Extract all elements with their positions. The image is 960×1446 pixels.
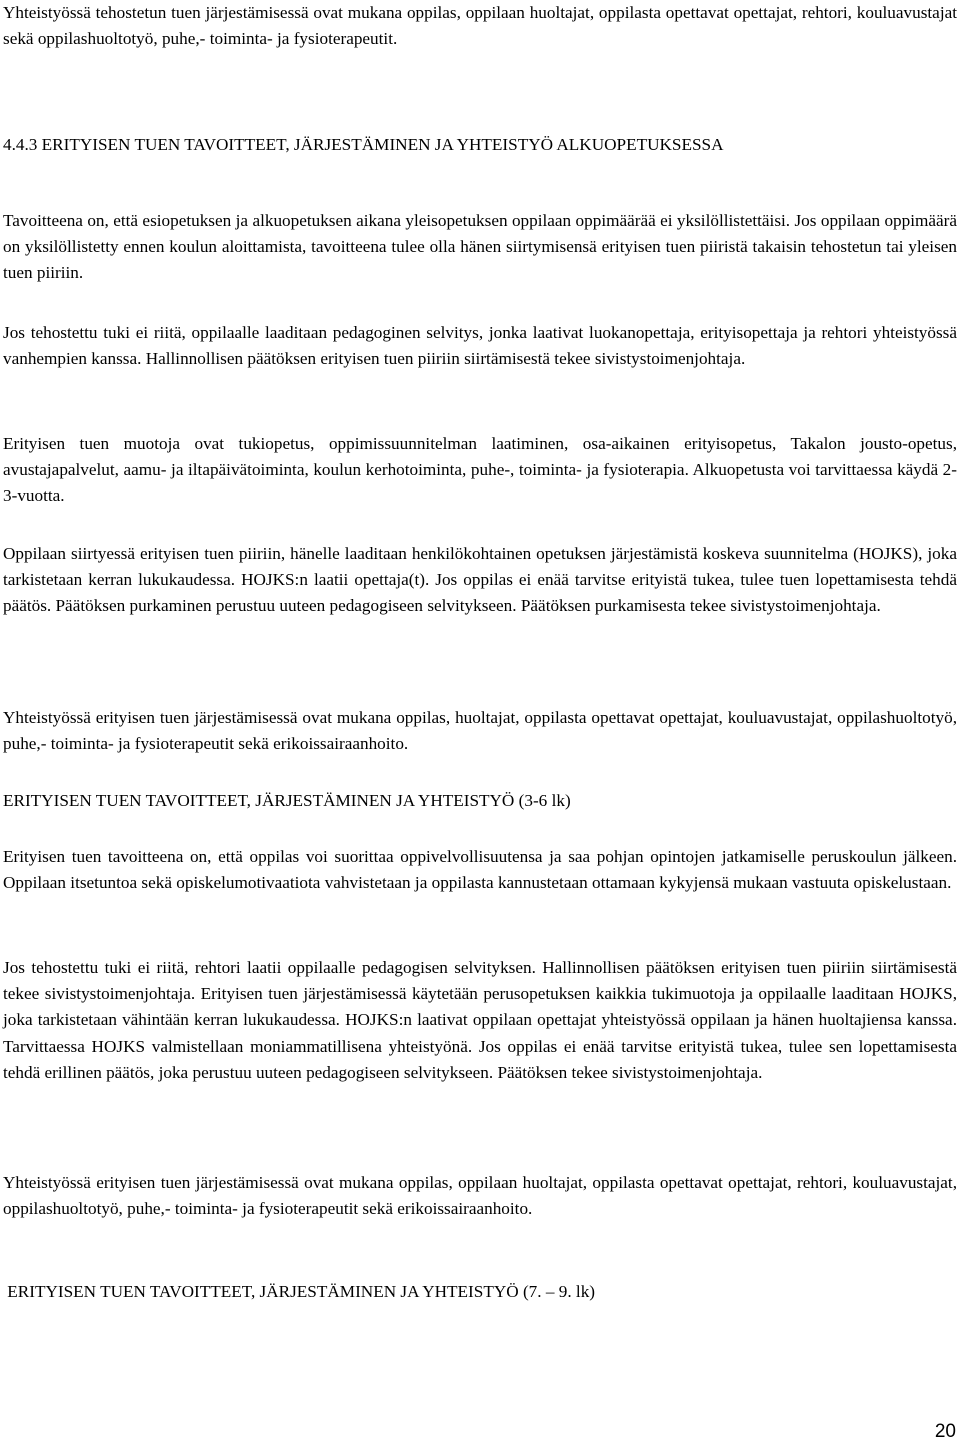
paragraph-text: Jos tehostettu tuki ei riitä, rehtori laatii oppilaalle pedagogisen selvityksen. Hallinnollisen päätöksen erityisen tuen piiriin siirtämisestä tekee sivistystoimenjohtaja. Erityisen tuen järjestämisessä käytetään perusopetuksen kaikkia tukimuotoja ja oppilaalle laaditaan HOJKS, joka tarkistetaan vähintään kerran lukukaudessa. HOJKS:n laativat oppilaan opettajat yhteistyössä oppilaan ja hänen huoltajiensa kanssa. Tarvittaessa HOJKS valmistellaan moniammatillisena yhteistyönä. Jos oppilas ei enää tarvitse erityistä tukea, tulee sen lopettamisesta tehdä erillinen päätös, joka perustuu uuteen pedagogiseen selvitykseen. Päätöksen tekee sivistystoimenjohtaja.: [3, 958, 957, 1082]
paragraph-text: Jos tehostettu tuki ei riitä, oppilaalle laaditaan pedagoginen selvitys, jonka laativat luokanopettaja, erityisopettaja ja rehtori yhteistyössä vanhempien kanssa. Hallinnollisen päätöksen erityisen tuen piiriin siirtämisestä tekee sivistystoimenjohtaja.: [3, 323, 957, 369]
paragraph-3-6-arrangement: [3, 955, 957, 1086]
paragraph-3-6-goal: [3, 844, 957, 896]
heading-text: ERITYISEN TUEN TAVOITTEET, JÄRJESTÄMINEN JA YHTEISTYÖ (3-6 lk): [3, 791, 571, 810]
section-heading-4-4-3: [3, 132, 957, 158]
section-heading-7-9-lk: [3, 1279, 957, 1305]
paragraph-text: Erityisen tuen muotoja ovat tukiopetus, oppimissuunnitelman laatiminen, osa-aikainen erityisopetus, Takalon jousto-opetus, avustajapalvelut, aamu- ja iltapäivätoiminta, koulun kerhotoiminta, puhe-, toiminta- ja fysioterapia. Alkuopetusta voi tarvittaessa käydä 2-3-vuotta.: [3, 434, 957, 506]
paragraph-pedagogical-report: [3, 320, 957, 372]
heading-text: 4.4.3 ERITYISEN TUEN TAVOITTEET, JÄRJESTÄMINEN JA YHTEISTYÖ ALKUOPETUKSESSA: [3, 135, 724, 154]
heading-text: ERITYISEN TUEN TAVOITTEET, JÄRJESTÄMINEN JA YHTEISTYÖ (7. – 9. lk): [3, 1282, 596, 1301]
paragraph-text: Tavoitteena on, että esiopetuksen ja alkuopetuksen aikana yleisopetuksen oppilaan oppimäärää ei yksilöllistettäisi. Jos oppilaan oppimäärä on yksilöllistetty ennen koulun aloittamista, tavoitteena tulee olla hänen siirtymisensä erityisen tuen piiristä takaisin tehostetun tai yleisen tuen piiriin.: [3, 211, 957, 283]
paragraph-hojks: [3, 541, 957, 620]
paragraph-intro-cooperation: [3, 0, 957, 52]
section-heading-3-6-lk: [3, 788, 957, 814]
paragraph-text: Oppilaan siirtyessä erityisen tuen piiriin, hänelle laaditaan henkilökohtainen opetuksen järjestämistä koskeva suunnitelma (HOJKS), joka tarkistetaan kerran lukukaudessa. HOJKS:n laatii opettaja(t). Jos oppilas ei enää tarvitse erityistä tukea, tulee tuen lopettamisesta tehdä päätös. Päätöksen purkaminen perustuu uuteen pedagogiseen selvitykseen. Päätöksen purkamisesta tekee sivistystoimenjohtaja.: [3, 544, 957, 616]
paragraph-cooperation-special: [3, 705, 957, 757]
paragraph-text: Erityisen tuen tavoitteena on, että oppilas voi suorittaa oppivelvollisuutensa ja saa pohjan opintojen jatkamiselle peruskoulun jälkeen. Oppilaan itsetuntoa sekä opiskelumotivaatiota vahvistetaan ja oppilasta kannustetaan ottamaan kykyjensä mukaan vastuuta opiskelustaan.: [3, 847, 957, 893]
paragraph-3-6-cooperation: [3, 1170, 957, 1222]
paragraph-text: Yhteistyössä tehostetun tuen järjestämisessä ovat mukana oppilas, oppilaan huoltajat, oppilasta opettavat opettajat, rehtori, kouluavustajat sekä oppilashuoltotyö, puhe,- toiminta- ja fysioterapeutit.: [3, 3, 957, 49]
page-number: 20: [934, 1421, 956, 1442]
paragraph-text: Yhteistyössä erityisen tuen järjestämisessä ovat mukana oppilas, huoltajat, oppilasta opettavat opettajat, kouluavustajat, oppilashuoltotyö, puhe,- toiminta- ja fysioterapeutit sekä erikoissairaanhoito.: [3, 708, 957, 754]
paragraph-support-forms: [3, 431, 957, 510]
paragraph-alkuopetus-goal: [3, 208, 957, 287]
paragraph-text: Yhteistyössä erityisen tuen järjestämisessä ovat mukana oppilas, oppilaan huoltajat, oppilasta opettavat opettajat, rehtori, kouluavustajat, oppilashuoltotyö, puhe,- toiminta- ja fysioterapeutit sekä erikoissairaanhoito.: [3, 1173, 957, 1219]
